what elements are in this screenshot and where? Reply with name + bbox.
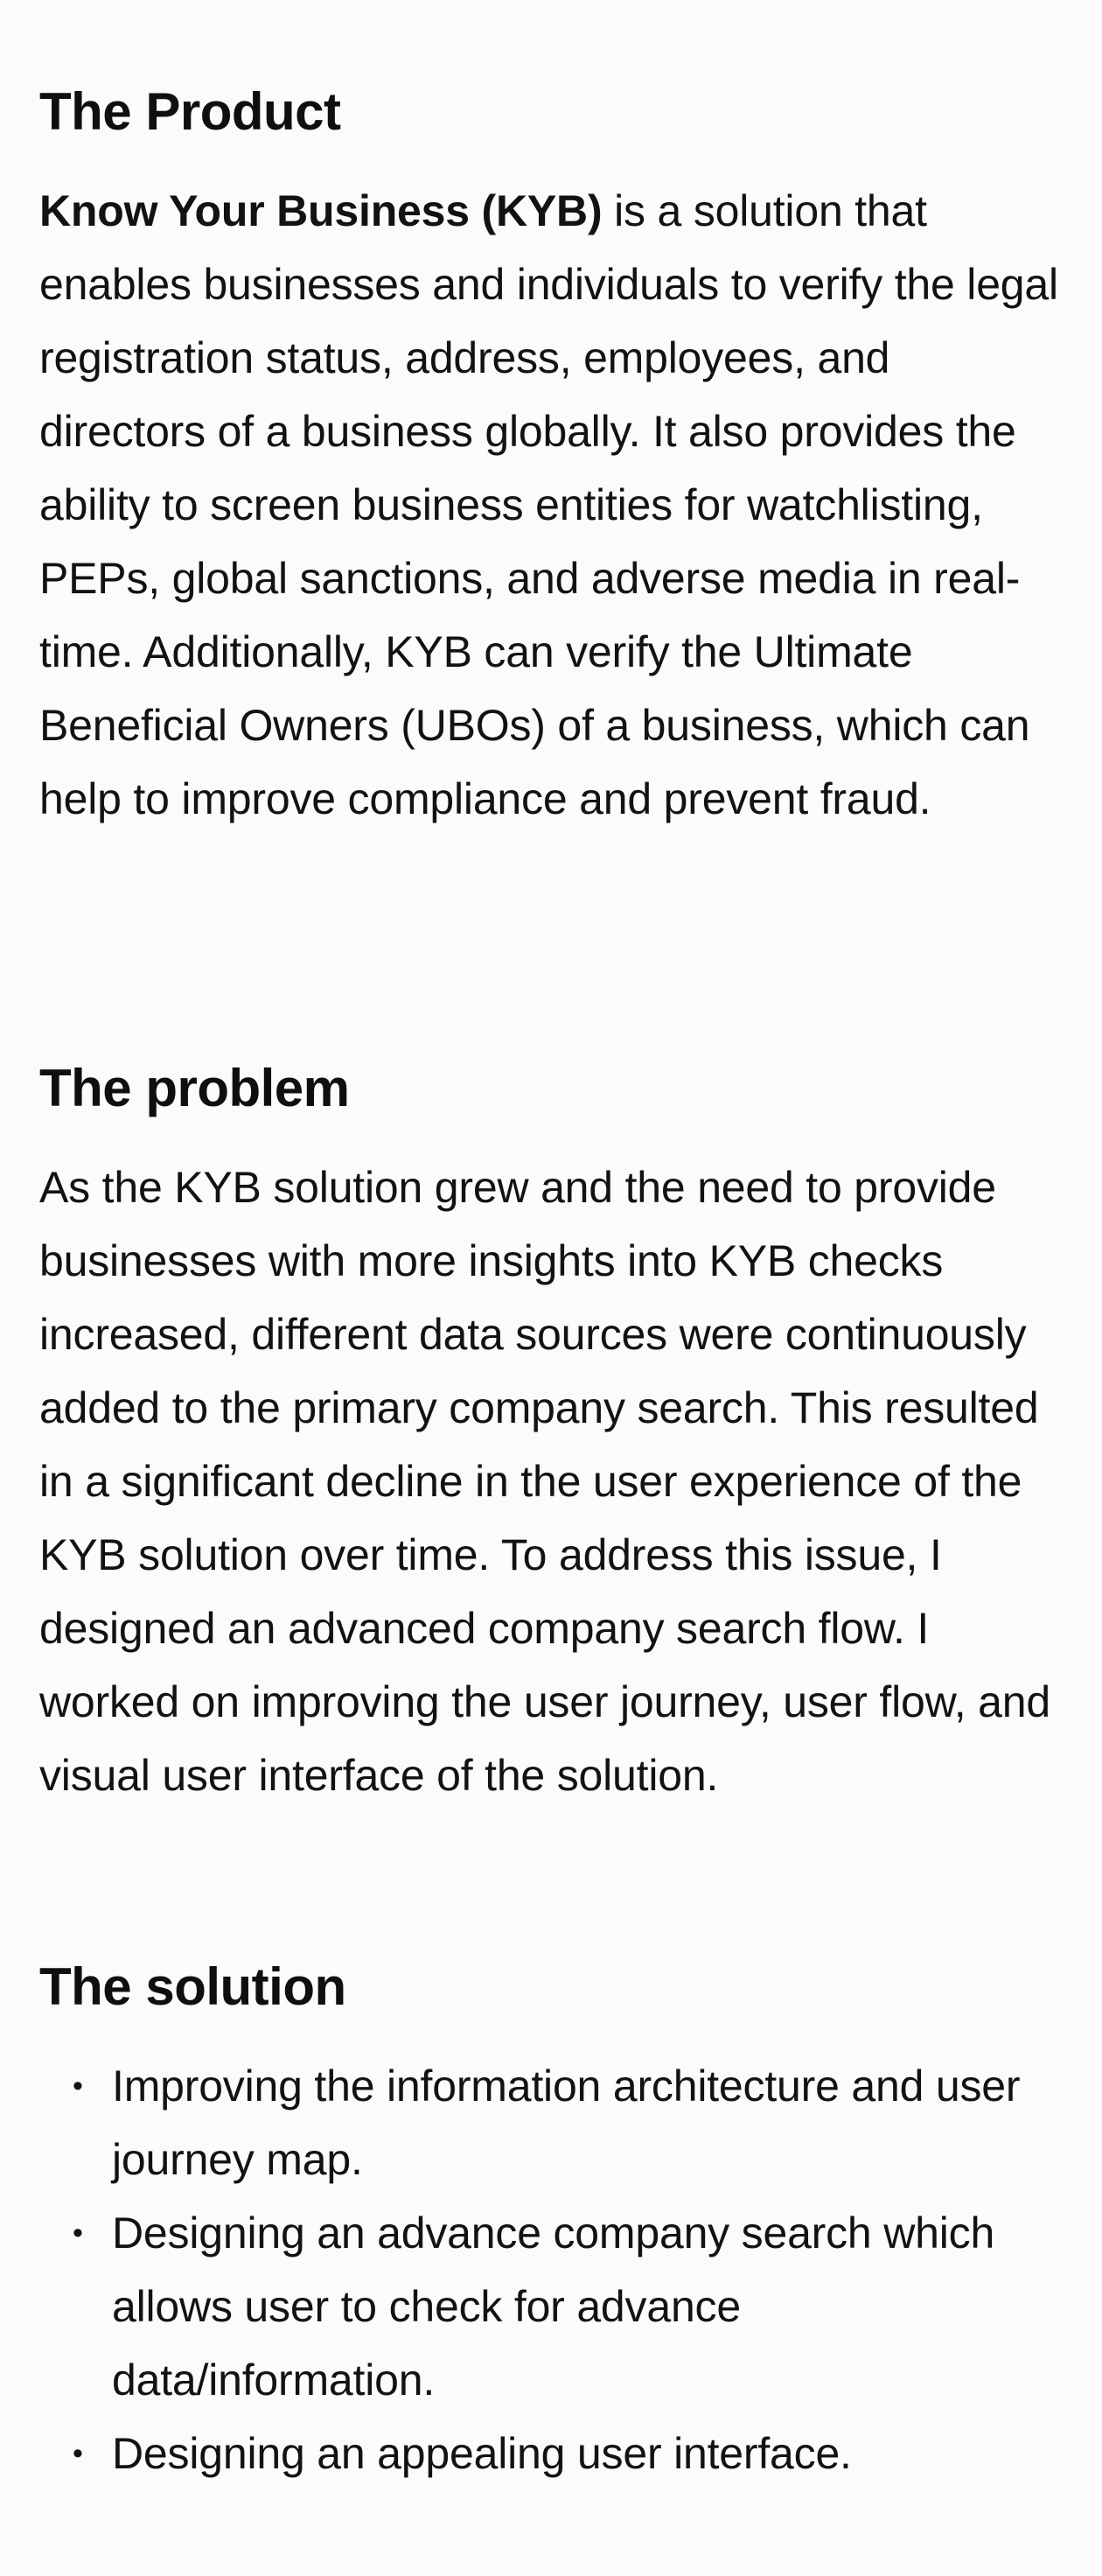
product-heading: The Product (39, 82, 341, 141)
bullet-icon: • (73, 2069, 83, 2103)
problem-section (39, 1057, 1067, 1812)
solution-heading: The solution (39, 1957, 346, 2016)
product-section (39, 80, 1067, 836)
problem-heading: The problem (39, 1059, 350, 1117)
product-name: Know Your Business (KYB) (39, 186, 603, 235)
solution-list (39, 2049, 1067, 2490)
solution-section (39, 1956, 1067, 2490)
problem-description: As the KYB solution grew and the need to provide businesses with more insights into KYB checks increased, different data sources were continuously added to the primary company search. This resulted in a significant decline in the user experience of the KYB solution over time. To address this issue, I designed an advanced company search flow. I worked on improving the user journey, user flow, and visual user interface of the solution. (39, 1163, 1050, 1800)
list-item (73, 2417, 1067, 2490)
bullet-icon: • (73, 2216, 83, 2250)
solution-item-text: Designing an advance company search which allows user to check for advance data/information. (112, 2208, 995, 2404)
solution-item-text: Designing an appealing user interface. (112, 2429, 852, 2478)
list-item (73, 2049, 1067, 2196)
product-description-text: is a solution that enables businesses and individuals to verify the legal registration status, address, employees, and directors of a business globally. It also provides the ability to screen business entities for watchlisting, PEPs, global sanctions, and adverse media in real-time. Additionally, KYB can verify the Ultimate Beneficial Owners (UBOs) of a business, which can help to improve compliance and prevent fraud. (39, 186, 1058, 823)
list-item (73, 2196, 1067, 2417)
bullet-icon: • (73, 2437, 83, 2470)
product-description (39, 174, 1067, 836)
solution-item-text: Improving the information architecture and user journey map. (112, 2062, 1021, 2184)
